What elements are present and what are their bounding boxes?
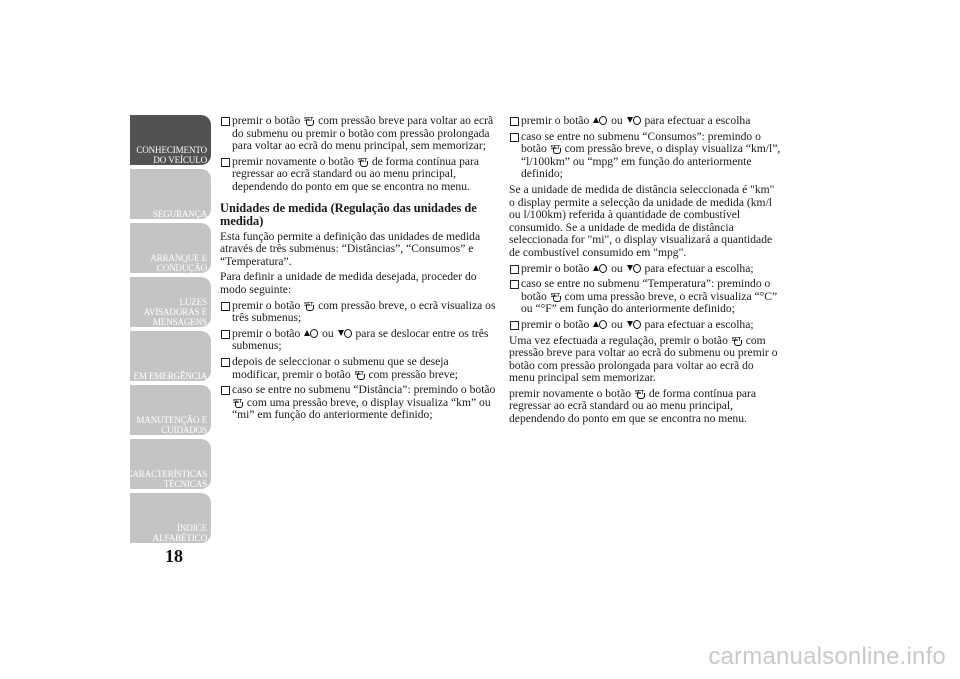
text: caso se entre no submenu “Temperatura”: premindo o botão <box>521 277 771 303</box>
text: ou <box>611 317 623 331</box>
list-item <box>509 319 781 332</box>
text: com pressão breve para voltar ao ecrã do submenu ou premir o botão com pressão prolongada para voltar ao ecrã do menu principal, sem memorizar; <box>232 114 494 153</box>
up-arrow-button-icon <box>304 328 318 338</box>
list-item <box>220 356 498 381</box>
text: com pressão breve, o display visualiza “km/l”, “l/100km” ou “mpg” em função do anteriormente definido; <box>521 142 781 181</box>
down-arrow-button-icon <box>627 319 641 329</box>
down-arrow-button-icon <box>338 328 352 338</box>
text: caso se entre no submenu “Consumos”: premindo o botão <box>521 129 761 156</box>
text: premir novamente o botão <box>509 386 632 400</box>
text: Uma vez efectuada a regulação, premir o botão <box>509 333 728 347</box>
text: com pressão breve; <box>368 367 458 381</box>
left-column <box>220 115 498 425</box>
set-button-icon <box>551 291 561 301</box>
tab-indice-alfabetico[interactable] <box>130 493 211 543</box>
text: premir o botão <box>521 317 590 331</box>
text: de forma contínua para regressar ao ecrã standard ou ao menu principal, dependendo do ponto em que se encontra no menu. <box>232 154 480 193</box>
right-column <box>509 115 781 429</box>
up-arrow-button-icon <box>593 319 607 329</box>
tab-caracteristicas-tecnicas[interactable] <box>126 439 211 489</box>
page-number: 18 <box>165 546 183 566</box>
tab-label-line: DO VEÍCULO <box>153 155 207 165</box>
list-item <box>509 263 781 276</box>
text: com uma pressão breve, o display visualiza “km” ou “mi” em função do anteriormente definido; <box>232 395 491 422</box>
text: de forma contínua para regressar ao ecrã standard ou ao menu principal, dependendo do ponto em que se encontra no menu. <box>509 386 757 426</box>
tab-manutencao-e-cuidados[interactable] <box>130 385 211 435</box>
text: ou <box>611 114 623 127</box>
tab-label-line: CARACTERÍSTICAS <box>126 469 207 479</box>
list-item <box>220 156 498 194</box>
set-button-icon <box>233 397 243 407</box>
up-arrow-button-icon <box>593 115 607 125</box>
list-item <box>509 278 781 316</box>
text: para se deslocar entre os três submenus; <box>232 326 489 353</box>
set-button-icon <box>551 143 561 153</box>
list-item <box>509 131 781 181</box>
text: para efectuar a escolha; <box>644 317 754 331</box>
down-arrow-button-icon <box>627 263 641 273</box>
text: para efectuar a escolha <box>644 114 751 127</box>
set-button-icon <box>304 300 314 310</box>
list-item <box>220 300 498 325</box>
tab-label-line: LUZES <box>179 297 207 307</box>
tab-label-line: CONDUÇÃO <box>156 263 207 273</box>
paragraph: Esta função permite a definição das unidades de medida através de três submenus: “Distâncias”, “Consumos” e “Temperatura”. <box>220 229 481 268</box>
list-item <box>220 328 498 353</box>
text: com pressão breve para voltar ao ecrã do submenu ou premir o botão com pressão prolongada para voltar ao ecrã do menu principal sem memorizar. <box>509 333 778 385</box>
list-item <box>220 384 498 422</box>
tab-luzes-avisadoras[interactable] <box>130 277 211 327</box>
tab-seguranca[interactable] <box>130 169 211 219</box>
tab-label-line: MENSAGENS <box>152 317 207 327</box>
set-button-icon <box>358 156 368 166</box>
set-button-icon <box>635 388 645 398</box>
text: para efectuar a escolha; <box>644 261 754 275</box>
tab-label-line: CUIDADOS <box>161 425 207 435</box>
list-item <box>509 115 781 128</box>
tab-conhecimento-do-veiculo[interactable] <box>130 115 211 165</box>
text: premir o botão <box>232 114 301 127</box>
set-button-icon <box>304 115 314 125</box>
text: premir o botão <box>232 298 301 312</box>
text: caso se entre no submenu “Distância”: premindo o botão <box>232 383 496 397</box>
set-button-icon <box>355 369 365 379</box>
tab-label-line: ALFABÉTICO <box>152 533 207 543</box>
paragraph <box>509 388 781 426</box>
tab-label-line: TÉCNICAS <box>163 479 207 489</box>
tab-label-line: CONHECIMENTO <box>136 145 207 155</box>
tab-label-line: SEGURANÇA <box>152 209 207 219</box>
paragraph <box>509 335 781 385</box>
text: ou <box>611 261 623 275</box>
list-item <box>220 115 498 153</box>
down-arrow-button-icon <box>627 115 641 125</box>
tab-label-line: ARRANQUE E <box>150 253 207 263</box>
watermark: carmanualsonline.info <box>708 643 946 670</box>
tab-label-line: AVISADORAS E <box>143 307 207 317</box>
text: premir o botão <box>521 114 590 127</box>
tab-em-emergencia[interactable] <box>130 331 211 381</box>
text: premir novamente o botão <box>232 154 355 168</box>
text: com pressão breve, o ecrã visualiza os três submenus; <box>232 298 496 325</box>
tab-label-line: EM EMERGÊNCIA <box>133 371 207 381</box>
text: depois de seleccionar o submenu que se deseja modificar, premir o botão <box>232 354 449 381</box>
text: premir o botão <box>521 261 590 275</box>
section-heading: Unidades de medida (Regulação das unidades de medida) <box>220 200 477 228</box>
tab-arranque-e-conducao[interactable] <box>130 223 211 273</box>
tab-label-line: ÍNDICE <box>177 523 207 533</box>
paragraph: Para definir a unidade de medida desejada, proceder do modo seguinte: <box>220 270 477 296</box>
set-button-icon <box>732 335 742 345</box>
text: ou <box>322 326 334 340</box>
text: com uma pressão breve, o ecrã visualiza “°C” ou “°F” em função do anteriormente definido; <box>521 289 778 316</box>
paragraph: Se a unidade de medida de distância seleccionada é "km" o display permite a selecção da unidade de medida (km/l ou l/100km) referida à quantidade de combustível consumido. Se a unidade de medida de distância seleccionada for "mi", o display visualizará a quantidade de combustível consumido em "mpg". <box>509 182 775 259</box>
up-arrow-button-icon <box>593 263 607 273</box>
tab-label-line: MANUTENÇÃO E <box>136 415 207 425</box>
text: premir o botão <box>232 326 301 340</box>
